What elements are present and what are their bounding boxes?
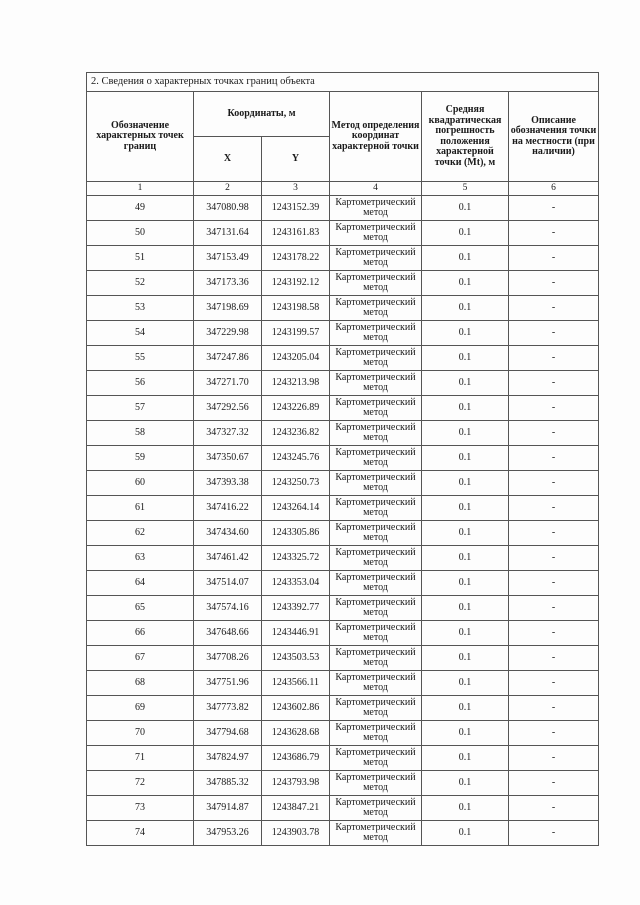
method-line-1: Картометрический xyxy=(335,797,416,808)
table-row xyxy=(87,396,599,421)
error-cell: 0.1 xyxy=(422,696,509,721)
table-row xyxy=(87,496,599,521)
method-line-2: метод xyxy=(363,257,388,268)
method-line-2: метод xyxy=(363,332,388,343)
point-number-cell: 64 xyxy=(87,571,194,596)
method-line-2: метод xyxy=(363,432,388,443)
point-number-cell: 73 xyxy=(87,796,194,821)
header-error: Средняя квадратическая погрешность положения характерной точки (Mt), м xyxy=(422,92,509,182)
method-line-2: метод xyxy=(363,657,388,668)
y-coordinate-cell: 1243392.77 xyxy=(262,596,330,621)
x-coordinate-cell: 347247.86 xyxy=(194,346,262,371)
x-coordinate-cell: 347292.56 xyxy=(194,396,262,421)
x-coordinate-cell: 347131.64 xyxy=(194,221,262,246)
y-coordinate-cell: 1243161.83 xyxy=(262,221,330,246)
x-coordinate-cell: 347773.82 xyxy=(194,696,262,721)
x-coordinate-cell: 347885.32 xyxy=(194,771,262,796)
point-number-cell: 55 xyxy=(87,346,194,371)
y-coordinate-cell: 1243226.89 xyxy=(262,396,330,421)
error-cell: 0.1 xyxy=(422,746,509,771)
method-cell xyxy=(330,496,422,521)
method-line-2: метод xyxy=(363,807,388,818)
table-row xyxy=(87,696,599,721)
method-line-1: Картометрический xyxy=(335,372,416,383)
error-cell: 0.1 xyxy=(422,371,509,396)
method-line-1: Картометрический xyxy=(335,272,416,283)
description-cell: - xyxy=(509,496,599,521)
header-y: Y xyxy=(262,137,330,182)
method-line-2: метод xyxy=(363,732,388,743)
column-number: 3 xyxy=(262,182,330,196)
table-row xyxy=(87,321,599,346)
x-coordinate-cell: 347271.70 xyxy=(194,371,262,396)
header-coordinates: Координаты, м xyxy=(194,92,330,137)
error-cell: 0.1 xyxy=(422,296,509,321)
method-line-1: Картометрический xyxy=(335,697,416,708)
description-cell: - xyxy=(509,596,599,621)
point-number-cell: 70 xyxy=(87,721,194,746)
table-row xyxy=(87,771,599,796)
method-line-2: метод xyxy=(363,582,388,593)
description-cell: - xyxy=(509,221,599,246)
x-coordinate-cell: 347080.98 xyxy=(194,196,262,221)
error-cell: 0.1 xyxy=(422,271,509,296)
table-row xyxy=(87,196,599,221)
x-coordinate-cell: 347434.60 xyxy=(194,521,262,546)
description-cell: - xyxy=(509,321,599,346)
column-number: 5 xyxy=(422,182,509,196)
method-line-2: метод xyxy=(363,632,388,643)
method-cell xyxy=(330,571,422,596)
header-x: X xyxy=(194,137,262,182)
header-description: Описание обозначения точки на местности (при наличии) xyxy=(509,92,599,182)
method-line-2: метод xyxy=(363,707,388,718)
y-coordinate-cell: 1243353.04 xyxy=(262,571,330,596)
description-cell: - xyxy=(509,821,599,846)
method-cell xyxy=(330,346,422,371)
y-coordinate-cell: 1243199.57 xyxy=(262,321,330,346)
table-row xyxy=(87,596,599,621)
method-line-1: Картометрический xyxy=(335,622,416,633)
point-number-cell: 72 xyxy=(87,771,194,796)
description-cell: - xyxy=(509,296,599,321)
error-cell: 0.1 xyxy=(422,571,509,596)
method-line-1: Картометрический xyxy=(335,722,416,733)
method-cell xyxy=(330,821,422,846)
method-line-1: Картометрический xyxy=(335,547,416,558)
description-cell: - xyxy=(509,271,599,296)
y-coordinate-cell: 1243198.58 xyxy=(262,296,330,321)
description-cell: - xyxy=(509,196,599,221)
method-cell xyxy=(330,646,422,671)
x-coordinate-cell: 347648.66 xyxy=(194,621,262,646)
error-cell: 0.1 xyxy=(422,521,509,546)
table-row xyxy=(87,821,599,846)
error-cell: 0.1 xyxy=(422,771,509,796)
description-cell: - xyxy=(509,771,599,796)
x-coordinate-cell: 347708.26 xyxy=(194,646,262,671)
y-coordinate-cell: 1243213.98 xyxy=(262,371,330,396)
error-cell: 0.1 xyxy=(422,621,509,646)
point-number-cell: 60 xyxy=(87,471,194,496)
method-cell xyxy=(330,671,422,696)
table-row xyxy=(87,371,599,396)
y-coordinate-cell: 1243152.39 xyxy=(262,196,330,221)
error-cell: 0.1 xyxy=(422,321,509,346)
method-cell xyxy=(330,246,422,271)
y-coordinate-cell: 1243793.98 xyxy=(262,771,330,796)
method-line-1: Картометрический xyxy=(335,672,416,683)
method-line-1: Картометрический xyxy=(335,772,416,783)
method-line-1: Картометрический xyxy=(335,222,416,233)
method-cell xyxy=(330,721,422,746)
method-line-2: метод xyxy=(363,382,388,393)
description-cell: - xyxy=(509,671,599,696)
method-line-1: Картометрический xyxy=(335,597,416,608)
method-cell xyxy=(330,771,422,796)
section-title: 2. Сведения о характерных точках границ объекта xyxy=(87,73,599,92)
point-number-cell: 56 xyxy=(87,371,194,396)
description-cell: - xyxy=(509,421,599,446)
table-row xyxy=(87,221,599,246)
column-number: 4 xyxy=(330,182,422,196)
method-cell xyxy=(330,321,422,346)
method-line-2: метод xyxy=(363,832,388,843)
point-number-cell: 49 xyxy=(87,196,194,221)
y-coordinate-cell: 1243305.86 xyxy=(262,521,330,546)
method-cell xyxy=(330,746,422,771)
method-cell xyxy=(330,471,422,496)
description-cell: - xyxy=(509,696,599,721)
error-cell: 0.1 xyxy=(422,596,509,621)
table-row xyxy=(87,471,599,496)
description-cell: - xyxy=(509,746,599,771)
boundary-points-table xyxy=(86,72,599,846)
description-cell: - xyxy=(509,471,599,496)
method-line-2: метод xyxy=(363,207,388,218)
method-line-1: Картометрический xyxy=(335,347,416,358)
method-line-1: Картометрический xyxy=(335,822,416,833)
method-line-1: Картометрический xyxy=(335,422,416,433)
header-designation: Обозначение характерных точек границ xyxy=(87,92,194,182)
description-cell: - xyxy=(509,521,599,546)
table-row xyxy=(87,671,599,696)
error-cell: 0.1 xyxy=(422,421,509,446)
y-coordinate-cell: 1243325.72 xyxy=(262,546,330,571)
y-coordinate-cell: 1243903.78 xyxy=(262,821,330,846)
table-row xyxy=(87,796,599,821)
description-cell: - xyxy=(509,546,599,571)
table-row xyxy=(87,721,599,746)
point-number-cell: 63 xyxy=(87,546,194,571)
column-number: 1 xyxy=(87,182,194,196)
method-line-1: Картометрический xyxy=(335,472,416,483)
x-coordinate-cell: 347229.98 xyxy=(194,321,262,346)
y-coordinate-cell: 1243236.82 xyxy=(262,421,330,446)
x-coordinate-cell: 347794.68 xyxy=(194,721,262,746)
method-line-1: Картометрический xyxy=(335,522,416,533)
method-cell xyxy=(330,596,422,621)
table-row xyxy=(87,421,599,446)
description-cell: - xyxy=(509,371,599,396)
point-number-cell: 51 xyxy=(87,246,194,271)
description-cell: - xyxy=(509,346,599,371)
error-cell: 0.1 xyxy=(422,496,509,521)
x-coordinate-cell: 347574.16 xyxy=(194,596,262,621)
x-coordinate-cell: 347173.36 xyxy=(194,271,262,296)
description-cell: - xyxy=(509,246,599,271)
error-cell: 0.1 xyxy=(422,471,509,496)
table-row xyxy=(87,246,599,271)
error-cell: 0.1 xyxy=(422,646,509,671)
method-line-2: метод xyxy=(363,607,388,618)
error-cell: 0.1 xyxy=(422,721,509,746)
point-number-cell: 52 xyxy=(87,271,194,296)
method-line-1: Картометрический xyxy=(335,447,416,458)
error-cell: 0.1 xyxy=(422,671,509,696)
x-coordinate-cell: 347751.96 xyxy=(194,671,262,696)
point-number-cell: 71 xyxy=(87,746,194,771)
error-cell: 0.1 xyxy=(422,346,509,371)
x-coordinate-cell: 347393.38 xyxy=(194,471,262,496)
point-number-cell: 68 xyxy=(87,671,194,696)
table-row xyxy=(87,446,599,471)
point-number-cell: 54 xyxy=(87,321,194,346)
y-coordinate-cell: 1243250.73 xyxy=(262,471,330,496)
x-coordinate-cell: 347953.26 xyxy=(194,821,262,846)
y-coordinate-cell: 1243264.14 xyxy=(262,496,330,521)
method-line-2: метод xyxy=(363,532,388,543)
point-number-cell: 62 xyxy=(87,521,194,546)
method-line-1: Картометрический xyxy=(335,572,416,583)
table-body xyxy=(87,196,599,846)
error-cell: 0.1 xyxy=(422,221,509,246)
method-cell xyxy=(330,221,422,246)
method-line-2: метод xyxy=(363,682,388,693)
error-cell: 0.1 xyxy=(422,546,509,571)
error-cell: 0.1 xyxy=(422,796,509,821)
method-line-2: метод xyxy=(363,282,388,293)
method-line-2: метод xyxy=(363,782,388,793)
x-coordinate-cell: 347327.32 xyxy=(194,421,262,446)
method-line-2: метод xyxy=(363,457,388,468)
column-number: 2 xyxy=(194,182,262,196)
description-cell: - xyxy=(509,396,599,421)
error-cell: 0.1 xyxy=(422,821,509,846)
x-coordinate-cell: 347350.67 xyxy=(194,446,262,471)
method-line-2: метод xyxy=(363,357,388,368)
x-coordinate-cell: 347824.97 xyxy=(194,746,262,771)
method-line-2: метод xyxy=(363,507,388,518)
description-cell: - xyxy=(509,621,599,646)
y-coordinate-cell: 1243628.68 xyxy=(262,721,330,746)
method-line-2: метод xyxy=(363,232,388,243)
y-coordinate-cell: 1243178.22 xyxy=(262,246,330,271)
method-line-2: метод xyxy=(363,557,388,568)
description-cell: - xyxy=(509,446,599,471)
column-number-row xyxy=(87,182,599,196)
method-line-1: Картометрический xyxy=(335,322,416,333)
method-line-2: метод xyxy=(363,482,388,493)
table-row xyxy=(87,521,599,546)
method-cell xyxy=(330,521,422,546)
y-coordinate-cell: 1243446.91 xyxy=(262,621,330,646)
x-coordinate-cell: 347514.07 xyxy=(194,571,262,596)
method-line-1: Картометрический xyxy=(335,647,416,658)
method-cell xyxy=(330,796,422,821)
y-coordinate-cell: 1243503.53 xyxy=(262,646,330,671)
method-line-1: Картометрический xyxy=(335,297,416,308)
method-cell xyxy=(330,271,422,296)
x-coordinate-cell: 347914.87 xyxy=(194,796,262,821)
point-number-cell: 50 xyxy=(87,221,194,246)
x-coordinate-cell: 347461.42 xyxy=(194,546,262,571)
point-number-cell: 69 xyxy=(87,696,194,721)
method-cell xyxy=(330,546,422,571)
y-coordinate-cell: 1243192.12 xyxy=(262,271,330,296)
error-cell: 0.1 xyxy=(422,246,509,271)
method-cell xyxy=(330,196,422,221)
table-row xyxy=(87,571,599,596)
point-number-cell: 66 xyxy=(87,621,194,646)
method-line-1: Картометрический xyxy=(335,247,416,258)
table-row xyxy=(87,621,599,646)
description-cell: - xyxy=(509,796,599,821)
table-row xyxy=(87,271,599,296)
method-line-1: Картометрический xyxy=(335,497,416,508)
table-row xyxy=(87,646,599,671)
method-cell xyxy=(330,621,422,646)
method-cell xyxy=(330,421,422,446)
y-coordinate-cell: 1243686.79 xyxy=(262,746,330,771)
point-number-cell: 67 xyxy=(87,646,194,671)
method-line-1: Картометрический xyxy=(335,747,416,758)
error-cell: 0.1 xyxy=(422,396,509,421)
method-line-2: метод xyxy=(363,307,388,318)
y-coordinate-cell: 1243602.86 xyxy=(262,696,330,721)
x-coordinate-cell: 347198.69 xyxy=(194,296,262,321)
point-number-cell: 65 xyxy=(87,596,194,621)
method-line-2: метод xyxy=(363,757,388,768)
method-line-1: Картометрический xyxy=(335,197,416,208)
description-cell: - xyxy=(509,571,599,596)
method-cell xyxy=(330,296,422,321)
y-coordinate-cell: 1243847.21 xyxy=(262,796,330,821)
x-coordinate-cell: 347153.49 xyxy=(194,246,262,271)
description-cell: - xyxy=(509,646,599,671)
y-coordinate-cell: 1243566.11 xyxy=(262,671,330,696)
point-number-cell: 59 xyxy=(87,446,194,471)
point-number-cell: 57 xyxy=(87,396,194,421)
description-cell: - xyxy=(509,721,599,746)
y-coordinate-cell: 1243245.76 xyxy=(262,446,330,471)
point-number-cell: 74 xyxy=(87,821,194,846)
header-method: Метод определения координат характерной точки xyxy=(330,92,422,182)
error-cell: 0.1 xyxy=(422,196,509,221)
point-number-cell: 53 xyxy=(87,296,194,321)
column-number: 6 xyxy=(509,182,599,196)
method-line-1: Картометрический xyxy=(335,397,416,408)
point-number-cell: 61 xyxy=(87,496,194,521)
table-row xyxy=(87,746,599,771)
error-cell: 0.1 xyxy=(422,446,509,471)
method-cell xyxy=(330,696,422,721)
table-row xyxy=(87,546,599,571)
point-number-cell: 58 xyxy=(87,421,194,446)
x-coordinate-cell: 347416.22 xyxy=(194,496,262,521)
table-row xyxy=(87,346,599,371)
method-cell xyxy=(330,371,422,396)
method-cell xyxy=(330,446,422,471)
table-row xyxy=(87,296,599,321)
y-coordinate-cell: 1243205.04 xyxy=(262,346,330,371)
method-cell xyxy=(330,396,422,421)
method-line-2: метод xyxy=(363,407,388,418)
